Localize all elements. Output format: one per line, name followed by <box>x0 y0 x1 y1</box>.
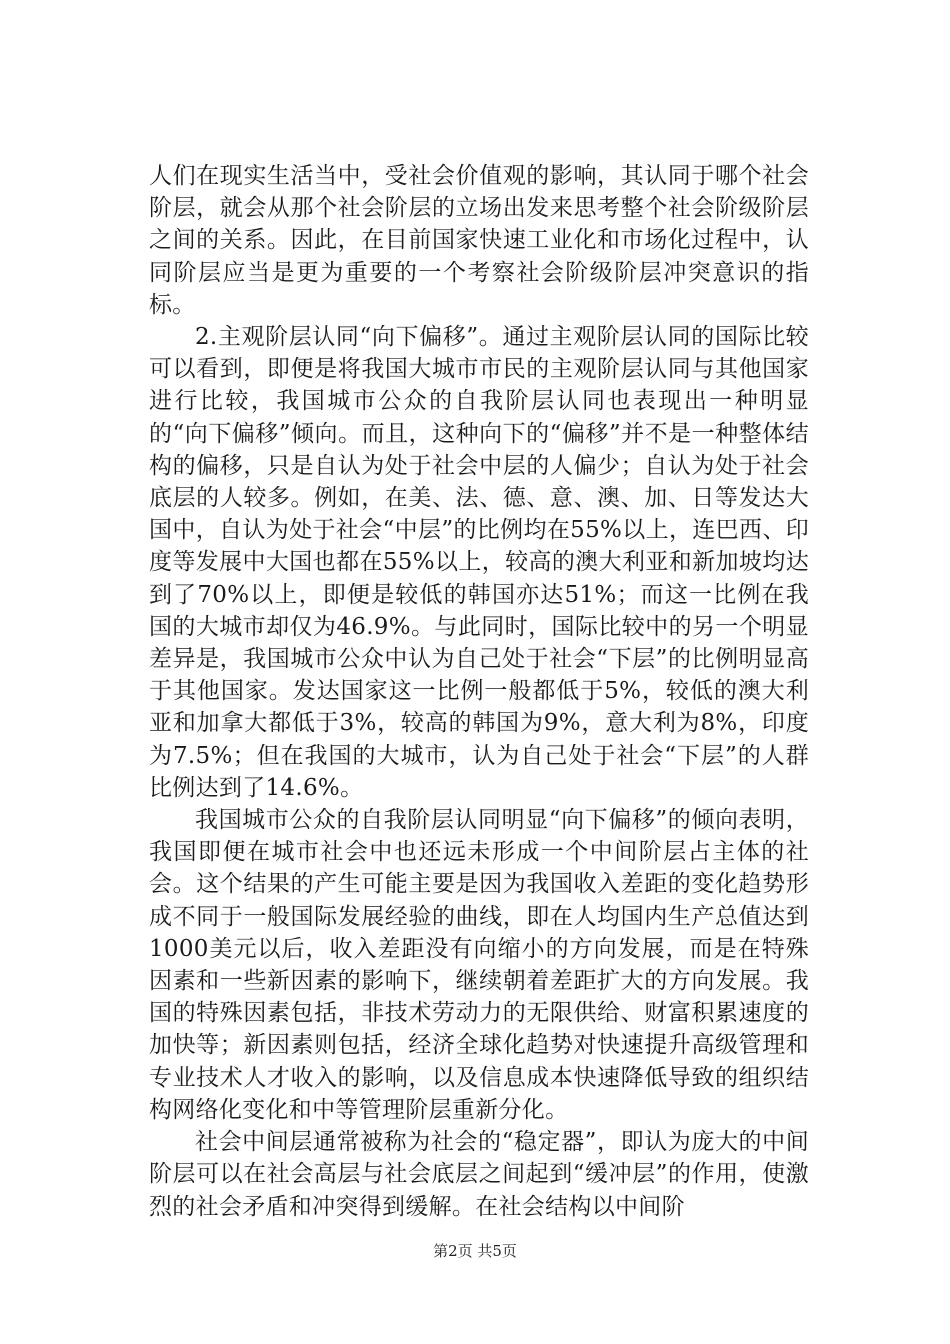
page-number-footer: 第2页 共5页 <box>433 1242 517 1260</box>
paragraph-2: 2.主观阶层认同“向下偏移”。通过主观阶层认同的国际比较可以看到，即便是将我国大城市市民的主观阶层认同与其他国家进行比较，我国城市公众的自我阶层认同也表现出一种明显的“向下偏移”倾向。而且，这种向下的“偏移”并不是一种整体结构的偏移，只是自认为处于社会中层的人偏少；自认为处于社会底层的人较多。例如，在美、法、德、意、澳、加、日等发达大国中，自认为处于社会“中层”的比例均在55%以上，连巴西、印度等发展中大国也都在55%以上，较高的澳大利亚和新加坡均达到了70%以上，即便是较低的韩国亦达51%；而这一比例在我国的大城市却仅为46.9%。与此同时，国际比较中的另一个明显差异是，我国城市公众中认为自己处于社会“下层”的比例明显高于其他国家。发达国家这一比例一般都低于5%，较低的澳大利亚和加拿大都低于3%，较高的韩国为9%，意大利为8%，印度为7.5%；但在我国的大城市，认为自己处于社会“下层”的人群比例达到了14.6%。 <box>149 324 809 801</box>
paragraph-4: 社会中间层通常被称为社会的“稳定器”，即认为庞大的中间阶层可以在社会高层与社会底层之间起到“缓冲层”的作用，使激烈的社会矛盾和冲突得到缓解。在社会结构以中间阶 <box>149 1129 809 1220</box>
paragraph-3: 我国城市公众的自我阶层认同明显“向下偏移”的倾向表明，我国即便在城市社会中也还远未形成一个中间阶层占主体的社会。这个结果的产生可能主要是因为我国收入差距的变化趋势形成不同于一般国际发展经验的曲线，即在人均国内生产总值达到1000美元以后，收入差距没有向缩小的方向发展，而是在特殊因素和一些新因素的影响下，继续朝着差距扩大的方向发展。我国的特殊因素包括，非技术劳动力的无限供给、财富积累速度的加快等；新因素则包括，经济全球化趋势对快速提升高级管理和专业技术人才收入的影响，以及信息成本快速降低导致的组织结构网络化变化和中等管理阶层重新分化。 <box>149 807 809 1123</box>
body-text <box>149 160 809 1223</box>
paragraph-1: 人们在现实生活当中，受社会价值观的影响，其认同于哪个社会阶层，就会从那个社会阶层的立场出发来思考整个社会阶级阶层之间的关系。因此，在目前国家快速工业化和市场化过程中，认同阶层应当是更为重要的一个考察社会阶级阶层冲突意识的指标。 <box>149 163 809 318</box>
